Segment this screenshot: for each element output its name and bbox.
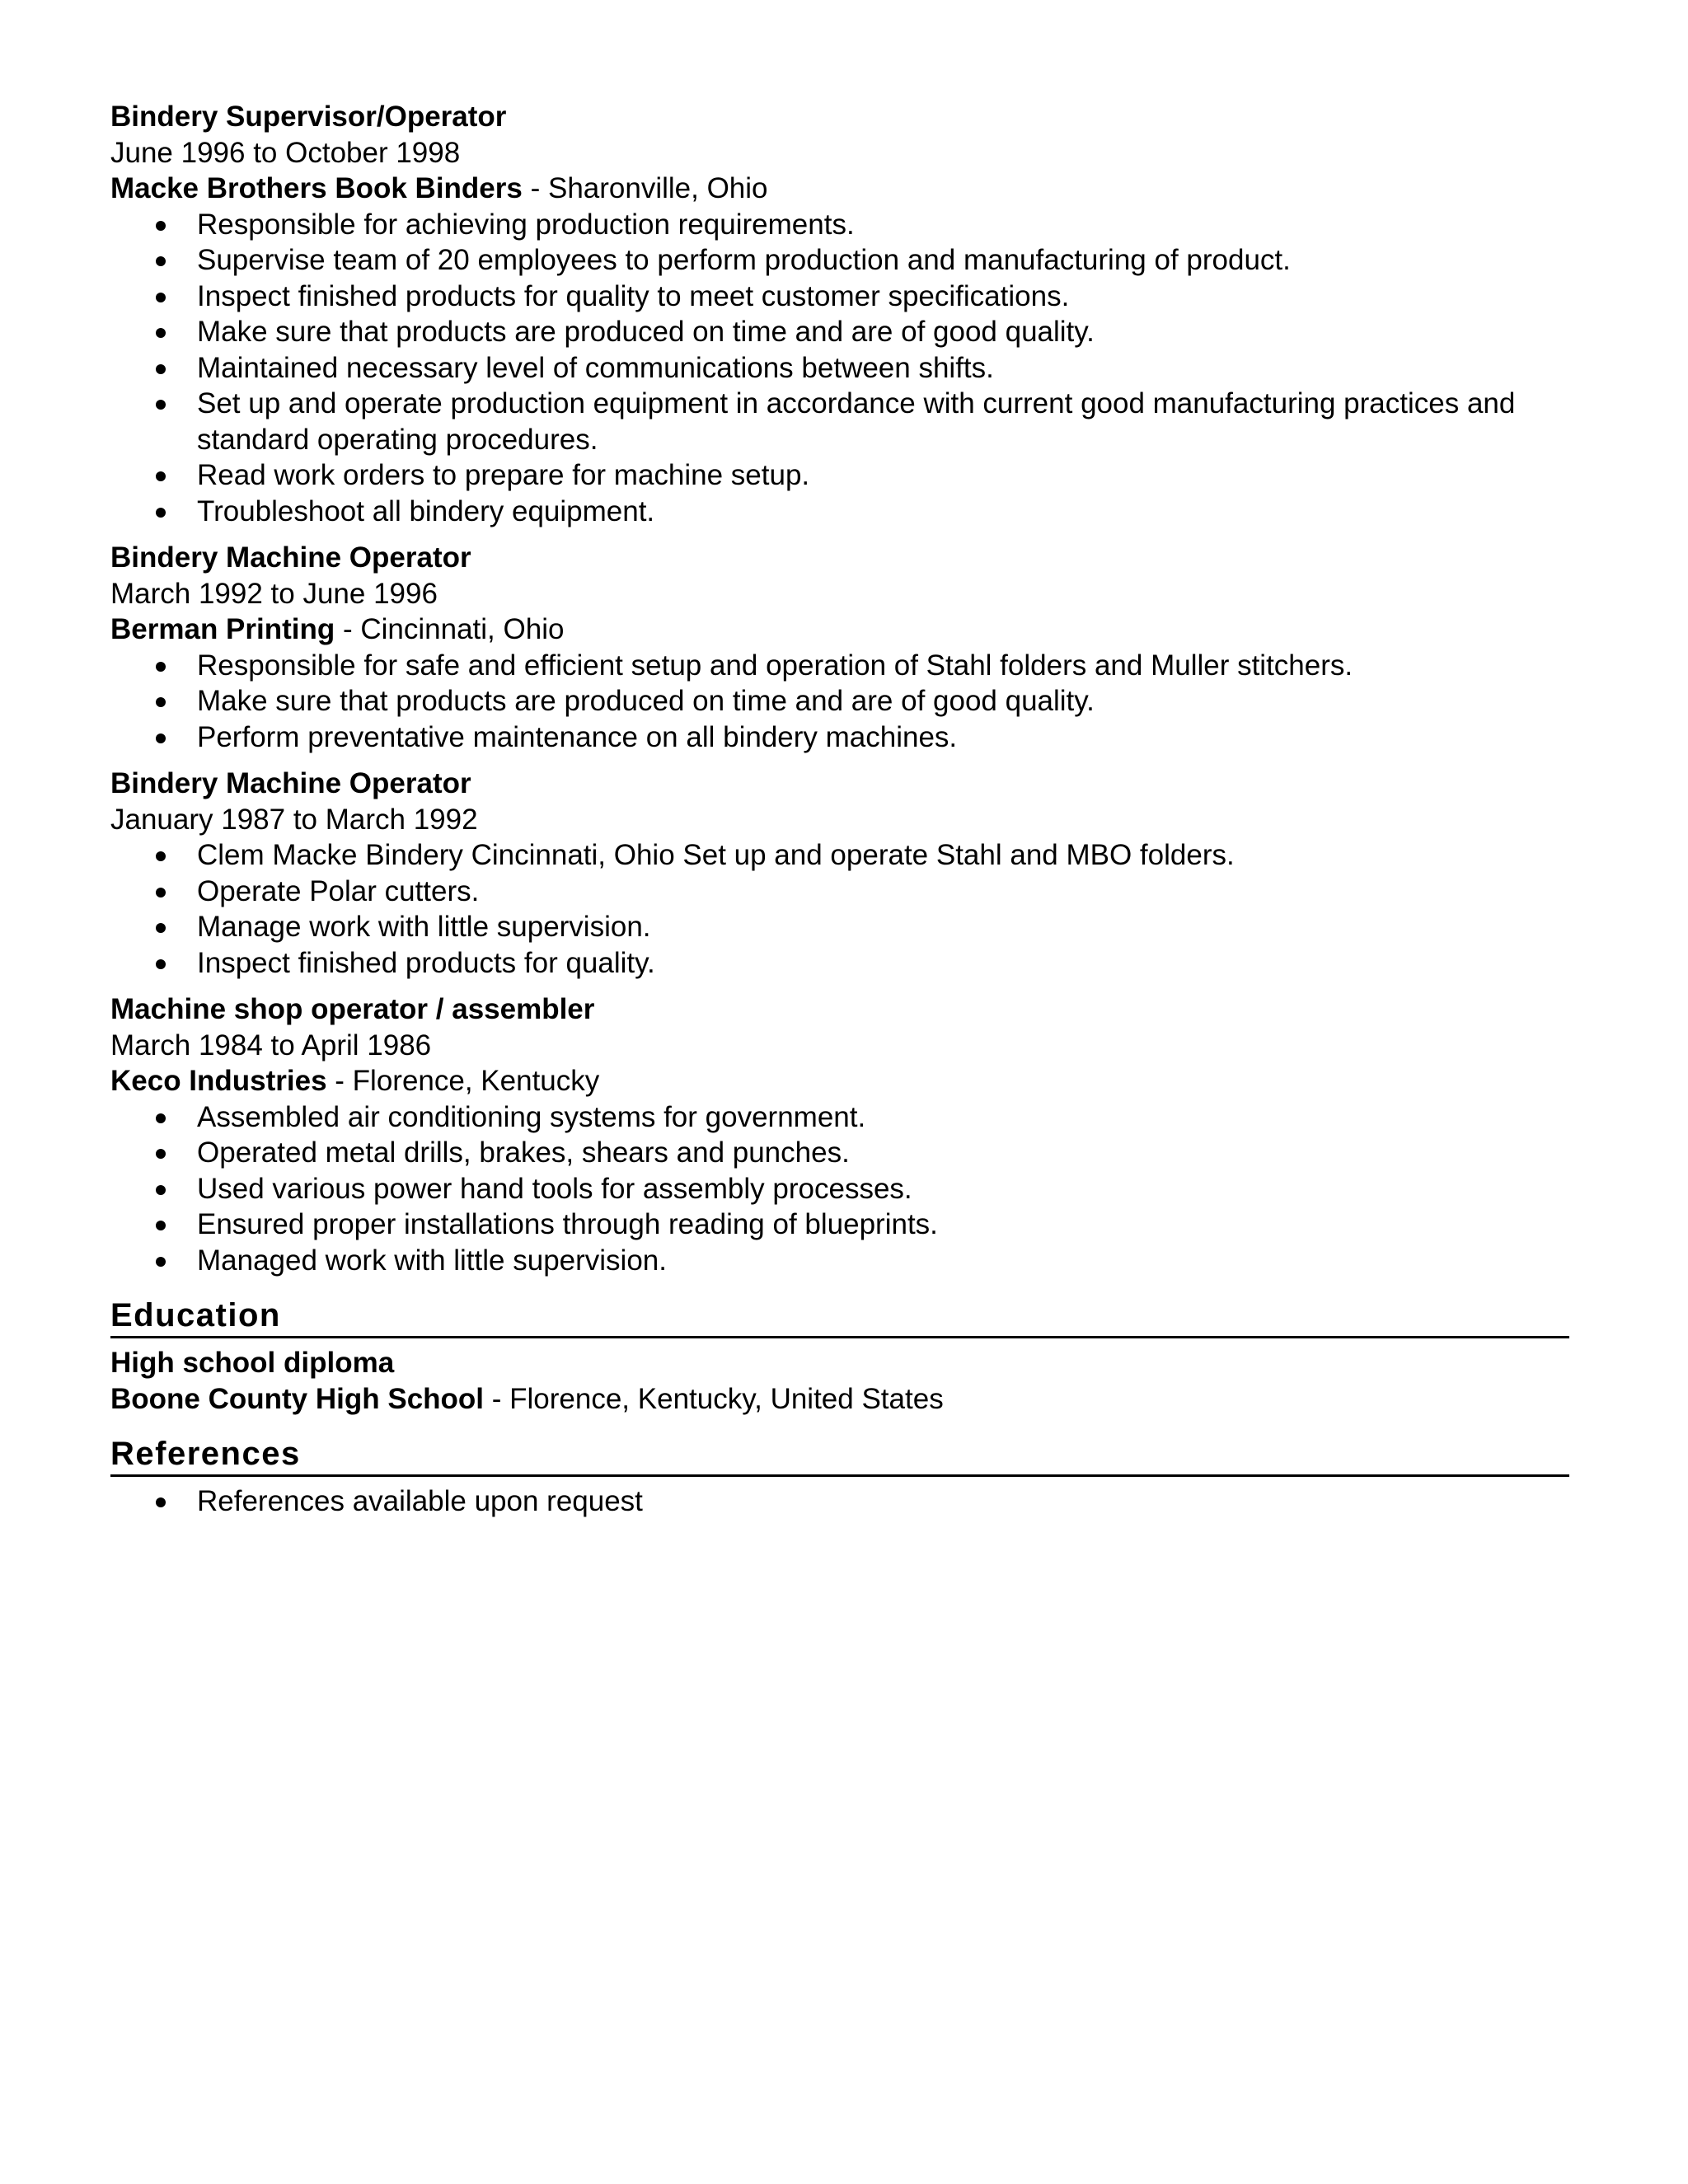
list-item: Responsible for achieving production requirements. bbox=[110, 207, 1569, 243]
job-entry bbox=[110, 99, 1569, 529]
school-location: - Florence, Kentucky, United States bbox=[484, 1382, 944, 1415]
job-entry bbox=[110, 991, 1569, 1278]
bullet-icon bbox=[156, 328, 166, 338]
list-item: Maintained necessary level of communications between shifts. bbox=[110, 350, 1569, 387]
list-item: References available upon request bbox=[110, 1483, 1569, 1520]
references-section bbox=[110, 1433, 1569, 1520]
job-employer bbox=[110, 1063, 1569, 1099]
bullet-icon bbox=[156, 1221, 166, 1230]
list-item: Supervise team of 20 employees to perform production and manufacturing of product. bbox=[110, 242, 1569, 279]
job-title: Bindery Machine Operator bbox=[110, 767, 471, 799]
bullet-icon bbox=[156, 733, 166, 743]
list-item: Manage work with little supervision. bbox=[110, 909, 1569, 945]
bullet-icon bbox=[156, 959, 166, 969]
job-duties bbox=[110, 207, 1569, 530]
list-item: Ensured proper installations through reading of blueprints. bbox=[110, 1207, 1569, 1243]
job-employer bbox=[110, 171, 1569, 207]
job-dates: June 1996 to October 1998 bbox=[110, 136, 461, 169]
bullet-icon bbox=[156, 364, 166, 374]
list-item: Make sure that products are produced on time and are of good quality. bbox=[110, 683, 1569, 719]
job-title: Machine shop operator / assembler bbox=[110, 993, 595, 1025]
list-item: Perform preventative maintenance on all bindery machines. bbox=[110, 719, 1569, 756]
company-name: Keco Industries bbox=[110, 1065, 327, 1097]
bullet-icon bbox=[156, 256, 166, 266]
bullet-icon bbox=[156, 221, 166, 231]
list-item: Assembled air conditioning systems for government. bbox=[110, 1099, 1569, 1136]
job-entry bbox=[110, 766, 1569, 981]
list-item: Troubleshoot all bindery equipment. bbox=[110, 494, 1569, 530]
company-location: - Florence, Kentucky bbox=[326, 1065, 600, 1097]
bullet-icon bbox=[156, 1497, 166, 1507]
job-dates: March 1984 to April 1986 bbox=[110, 1029, 432, 1062]
job-duties bbox=[110, 648, 1569, 756]
bullet-icon bbox=[156, 1257, 166, 1267]
job-entry bbox=[110, 540, 1569, 755]
list-item: Inspect finished products for quality. bbox=[110, 945, 1569, 982]
degree: High school diploma bbox=[110, 1347, 395, 1379]
list-item: Used various power hand tools for assembly processes. bbox=[110, 1171, 1569, 1207]
job-dates: March 1992 to June 1996 bbox=[110, 577, 438, 610]
job-title: Bindery Supervisor/Operator bbox=[110, 101, 507, 133]
bullet-icon bbox=[156, 851, 166, 861]
list-item: Responsible for safe and efficient setup and operation of Stahl folders and Muller stitchers. bbox=[110, 648, 1569, 684]
school-line bbox=[110, 1381, 1569, 1418]
bullet-icon bbox=[156, 508, 166, 518]
references-list bbox=[110, 1483, 1569, 1520]
bullet-icon bbox=[156, 293, 166, 302]
job-dates: January 1987 to March 1992 bbox=[110, 803, 478, 836]
education-section bbox=[110, 1295, 1569, 1417]
list-item: Clem Macke Bindery Cincinnati, Ohio Set up and operate Stahl and MBO folders. bbox=[110, 837, 1569, 874]
bullet-icon bbox=[156, 1185, 166, 1195]
list-item: Read work orders to prepare for machine setup. bbox=[110, 457, 1569, 494]
bullet-icon bbox=[156, 923, 166, 933]
bullet-icon bbox=[156, 400, 166, 410]
company-name: Berman Printing bbox=[110, 613, 335, 645]
company-location: - Cincinnati, Ohio bbox=[335, 613, 565, 645]
section-heading-education: Education bbox=[110, 1295, 1569, 1338]
job-title: Bindery Machine Operator bbox=[110, 541, 471, 574]
resume-page bbox=[110, 99, 1569, 1520]
company-name: Macke Brothers Book Binders bbox=[110, 172, 523, 204]
list-item: Make sure that products are produced on time and are of good quality. bbox=[110, 314, 1569, 350]
bullet-icon bbox=[156, 697, 166, 707]
bullet-icon bbox=[156, 1113, 166, 1123]
company-location: - Sharonville, Ohio bbox=[522, 172, 768, 204]
bullet-icon bbox=[156, 1149, 166, 1159]
list-item: Inspect finished products for quality to meet customer specifications. bbox=[110, 279, 1569, 315]
job-duties bbox=[110, 837, 1569, 981]
job-duties bbox=[110, 1099, 1569, 1279]
list-item: Operated metal drills, brakes, shears and punches. bbox=[110, 1135, 1569, 1171]
school-name: Boone County High School bbox=[110, 1382, 485, 1415]
list-item: Set up and operate production equipment in accordance with current good manufacturing practices and standard operating procedures. bbox=[110, 386, 1569, 457]
list-item: Operate Polar cutters. bbox=[110, 874, 1569, 910]
bullet-icon bbox=[156, 471, 166, 481]
job-employer bbox=[110, 612, 1569, 648]
bullet-icon bbox=[156, 662, 166, 672]
list-item: Managed work with little supervision. bbox=[110, 1243, 1569, 1279]
bullet-icon bbox=[156, 888, 166, 898]
section-heading-references: References bbox=[110, 1433, 1569, 1477]
